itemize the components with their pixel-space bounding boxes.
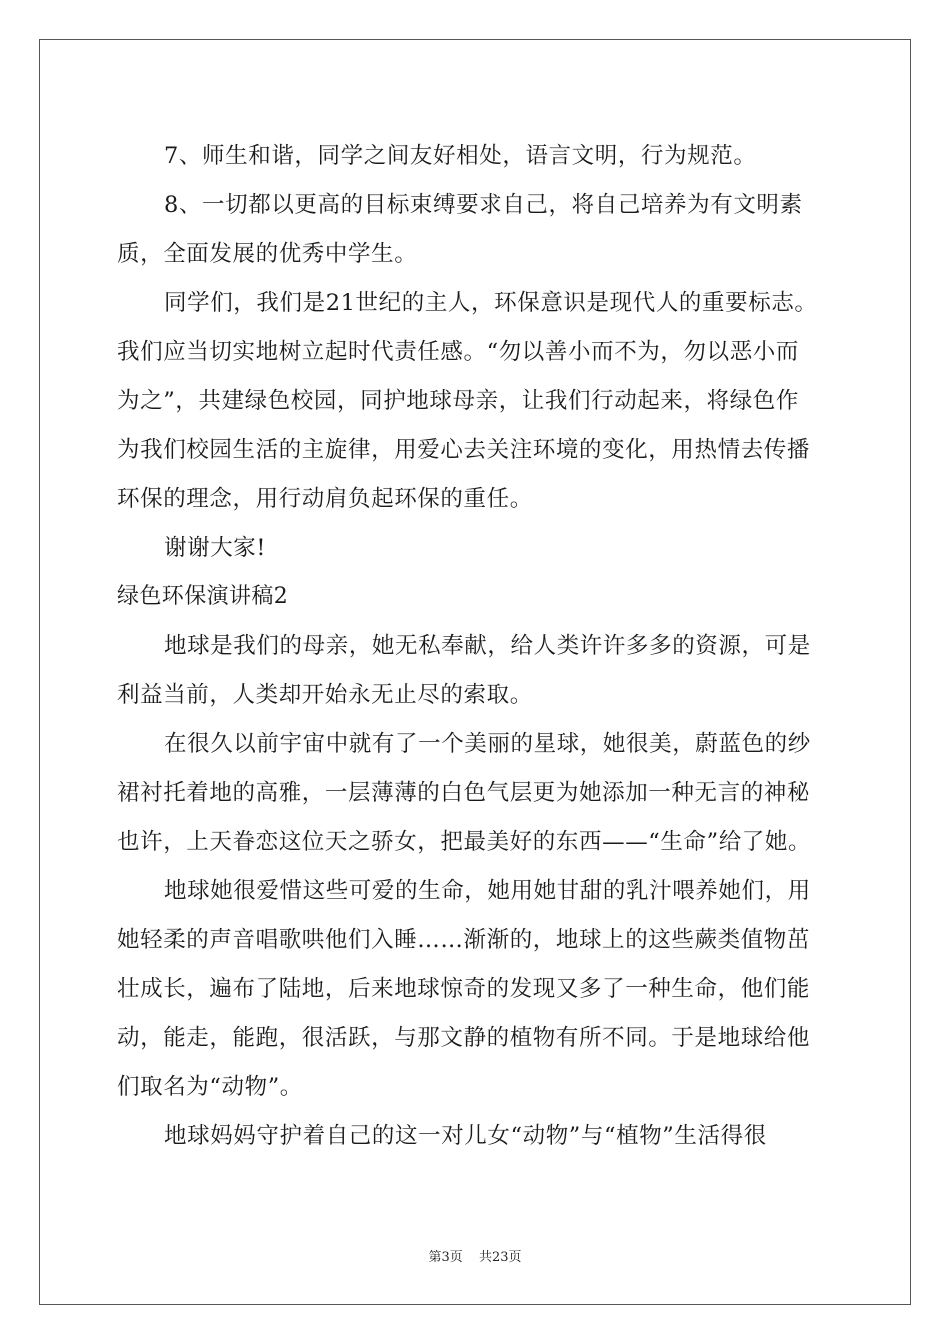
paragraph-line: 谢谢大家! <box>164 535 267 561</box>
paragraph-line: 地球是我们的母亲，她无私奉献，给人类许许多多的资源，可是 <box>164 633 811 659</box>
paragraph-line: 我们应当切实地树立起时代责任感。“勿以善小而不为，勿以恶小而 <box>117 339 800 365</box>
paragraph-line: 壮成长，遍布了陆地，后来地球惊奇的发现又多了一种生命，他们能 <box>117 976 811 1002</box>
paragraph-line: 裙衬托着地的高雅，一层薄薄的白色气层更为她添加一种无言的神秘 <box>117 780 811 806</box>
paragraph-line: 也许，上天眷恋这位天之骄女，把最美好的东西——“生命”给了她。 <box>117 829 812 855</box>
paragraph-line: 地球她很爱惜这些可爱的生命，她用她甘甜的乳汁喂养她们，用 <box>164 878 811 904</box>
page-number: 第3页 <box>428 1250 463 1265</box>
paragraph-line: 在很久以前宇宙中就有了一个美丽的星球，她很美，蔚蓝色的纱 <box>164 731 811 757</box>
paragraph-line: 7、师生和谐，同学之间友好相处，语言文明，行为规范。 <box>164 143 757 169</box>
paragraph-line: 同学们，我们是21世纪的主人，环保意识是现代人的重要标志。 <box>164 290 818 316</box>
paragraph-line: 利益当前，人类却开始永无止尽的索取。 <box>117 682 533 708</box>
page-footer <box>0 1246 950 1265</box>
paragraph-line: 为之”，共建绿色校园，同护地球母亲，让我们行动起来，将绿色作 <box>117 388 800 414</box>
page-total: 共23页 <box>478 1250 522 1265</box>
paragraph-line: 地球妈妈守护着自己的这一对儿女“动物”与“植物”生活得很 <box>164 1123 767 1149</box>
paragraph-line: 动，能走，能跑，很活跃，与那文静的植物有所不同。于是地球给他 <box>117 1025 811 1051</box>
section-heading: 绿色环保演讲稿2 <box>117 584 289 609</box>
paragraph-line: 环保的理念，用行动肩负起环保的重任。 <box>117 486 533 512</box>
paragraph-line: 8、一切都以更高的目标束缚要求自己，将自己培养为有文明素 <box>164 192 803 218</box>
paragraph-line: 质，全面发展的优秀中学生。 <box>117 241 418 267</box>
paragraph-line: 为我们校园生活的主旋律，用爱心去关注环境的变化，用热情去传播 <box>117 437 811 463</box>
paragraph-line: 们取名为“动物”。 <box>117 1074 303 1100</box>
paragraph-line: 她轻柔的声音唱歌哄他们入睡……渐渐的，地球上的这些蕨类值物茁 <box>117 927 811 953</box>
